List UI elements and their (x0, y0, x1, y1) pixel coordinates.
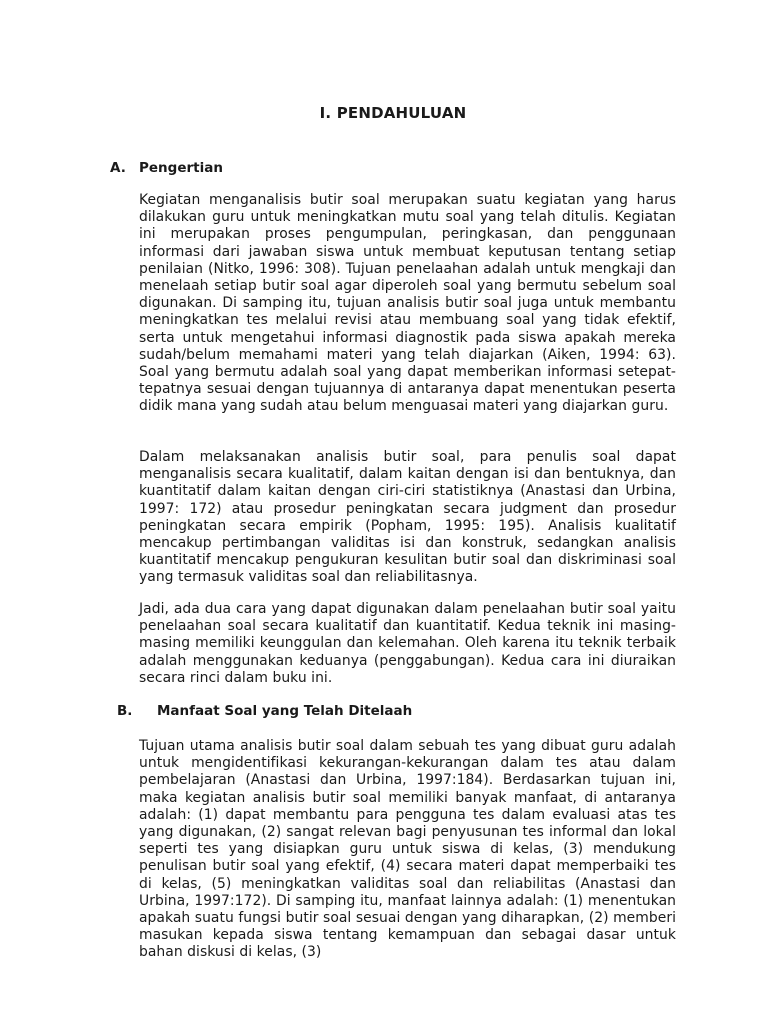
section-a-heading (110, 160, 410, 178)
section-a-paragraph-3: Jadi, ada dua cara yang dapat digunakan dalam penelaahan butir soal yaitu penelaahan soal secara kualitatif dan kuantitatif. Kedua teknik ini masing-masing memiliki keunggulan dan kelemahan. Oleh karena itu teknik terbaik adalah menggunakan keduanya (penggabungan). Kedua cara ini diuraikan secara rinci dalam buku ini. (139, 601, 676, 686)
section-a-paragraph-1: Kegiatan menganalisis butir soal merupakan suatu kegiatan yang harus dilakukan guru untuk meningkatkan mutu soal yang telah ditulis. Kegiatan ini merupakan proses pengumpulan, peringkasan, dan penggunaan informasi dari jawaban siswa untuk membuat keputusan tentang setiap penilaian (Nitko, 1996: 308). Tujuan penelaahan adalah untuk mengkaji dan menelaah setiap butir soal agar diperoleh soal yang bermutu sebelum soal digunakan. Di samping itu, tujuan analisis butir soal juga untuk membantu meningkatkan tes melalui revisi atau membuang soal yang tidak efektif, serta untuk mengetahui informasi diagnostik pada siswa apakah mereka sudah/belum memahami materi yang telah diajarkan (Aiken, 1994: 63). Soal yang bermutu adalah soal yang dapat memberikan informasi setepat-tepatnya sesuai dengan tujuannya di antaranya dapat menentukan peserta didik mana yang sudah atau belum menguasai materi yang diajarkan guru. (139, 192, 676, 415)
section-b-title: Manfaat Soal yang Telah Ditelaah (157, 703, 413, 719)
section-a-paragraph-2: Dalam melaksanakan analisis butir soal, para penulis soal dapat menganalisis secara kualitatif, dalam kaitan dengan isi dan bentuknya, dan kuantitatif dalam kaitan dengan ciri-ciri statistiknya (Anastasi dan Urbina, 1997: 172) atau prosedur peningkatan secara judgment dan prosedur peningkatan secara empirik (Popham, 1995: 195). Analisis kualitatif mencakup pertimbangan validitas isi dan konstruk, sedangkan analisis kuantitatif mencakup pengukuran kesulitan butir soal dan diskriminasi soal yang termasuk validitas soal dan reliabilitasnya. (139, 449, 676, 586)
section-b-paragraph-1: Tujuan utama analisis butir soal dalam sebuah tes yang dibuat guru adalah untuk mengidentifikasi kekurangan-kekurangan dalam tes atau dalam pembelajaran (Anastasi dan Urbina, 1997:184). Berdasarkan tujuan ini, maka kegiatan analisis butir soal memiliki banyak manfaat, di antaranya adalah: (1) dapat membantu para pengguna tes dalam evaluasi atas tes yang digunakan, (2) sangat relevan bagi penyusunan tes informal dan lokal seperti tes yang disiapkan guru untuk siswa di kelas, (3) mendukung penulisan butir soal yang efektif, (4) secara materi dapat memperbaiki tes di kelas, (5) meningkatkan validitas soal dan reliabilitas (Anastasi dan Urbina, 1997:172). Di samping itu, manfaat lainnya adalah: (1) menentukan apakah suatu fungsi butir soal sesuai dengan yang diharapkan, (2) memberi masukan kepada siswa tentang kemampuan dan sebagai dasar untuk bahan diskusi di kelas, (3) (139, 738, 676, 961)
section-b-letter: B. (117, 703, 133, 719)
section-a-letter: A. (110, 160, 126, 176)
section-b-heading (117, 703, 517, 721)
section-a-title: Pengertian (139, 160, 223, 176)
document-title: I. PENDAHULUAN (319, 104, 467, 122)
